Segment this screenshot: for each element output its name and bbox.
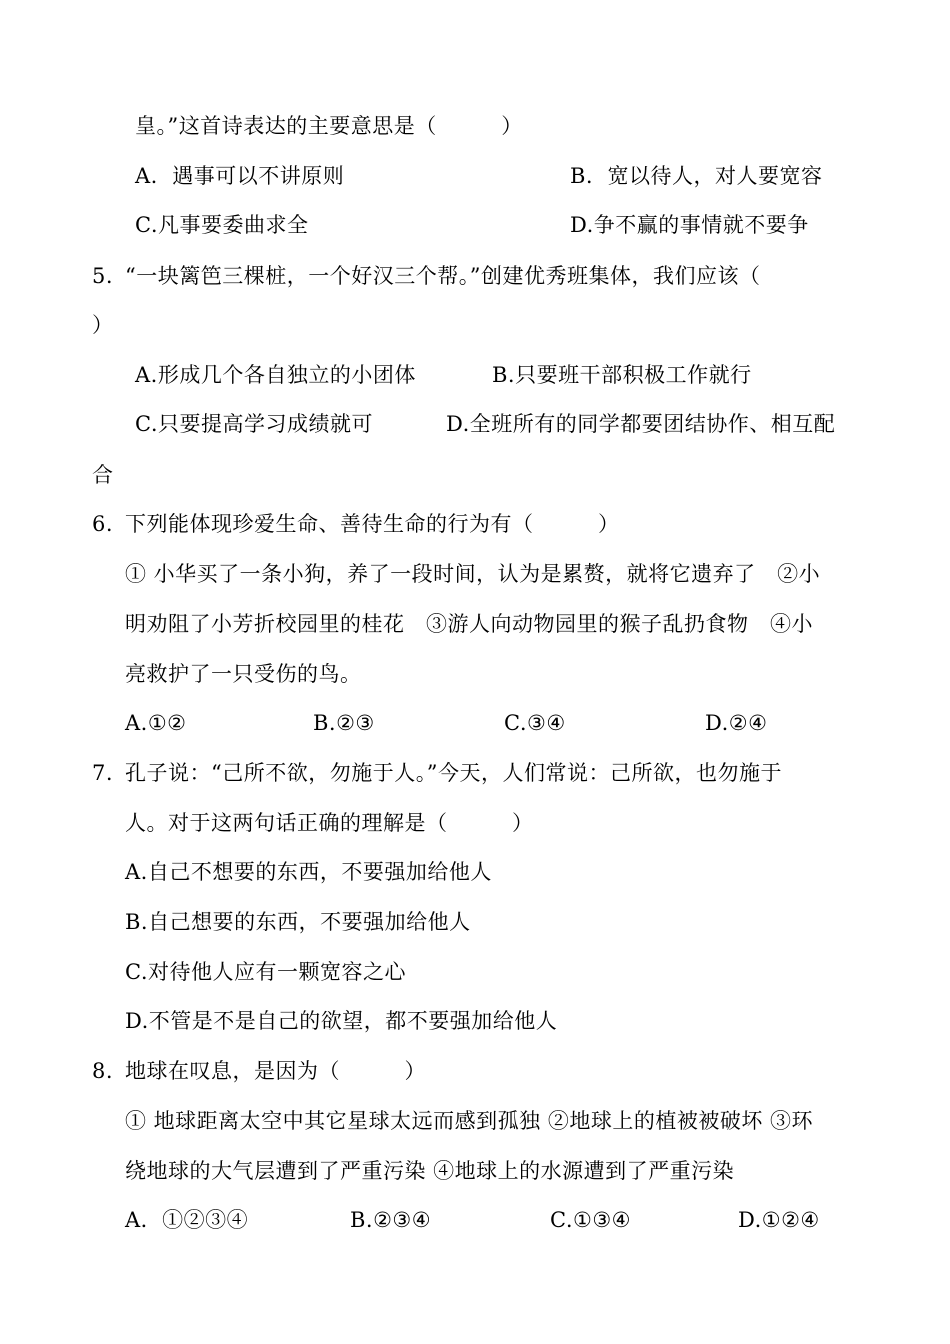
q7-option-c: C.对待他人应有一颗宽容之心 (125, 960, 406, 984)
q6-items-line-2: 明劝阻了小芳折校园里的桂花 ③游人向动物园里的猴子乱扔食物 ④小 (125, 612, 813, 636)
q7-option-d: D.不管是不是自己的欲望，都不要强加给他人 (125, 1009, 558, 1033)
q6-items-line-3: 亮救护了一只受伤的鸟。 (125, 662, 362, 686)
q5-option-d: D.全班所有的同学都要团结协作、相互配 (446, 412, 836, 436)
q4-option-c: C.凡事要委曲求全 (135, 213, 309, 237)
q8-option-d: D.①②④ (738, 1208, 820, 1232)
q7-option-b: B.自己想要的东西，不要强加给他人 (125, 910, 471, 934)
q4-option-a: A. 遇事可以不讲原则 (135, 164, 345, 188)
q5-stem-end: ） (92, 313, 114, 337)
q8-number: 8. (92, 1059, 114, 1083)
q5-number: 5. (92, 264, 114, 288)
q7-stem-line-2: 人。对于这两句话正确的理解是（ ） (125, 811, 534, 835)
q8-stem: 地球在叹息，是因为（ ） (125, 1059, 426, 1083)
q4-stem-tail: 皇。”这首诗表达的主要意思是（ ） (135, 114, 523, 138)
q8-items-line-2: 绕地球的大气层遭到了严重污染 ④地球上的水源遭到了严重污染 (125, 1159, 735, 1183)
q7-option-a: A.自己不想要的东西，不要强加给他人 (125, 860, 492, 884)
q6-items-line-1: ① 小华买了一条小狗，养了一段时间，认为是累赘，就将它遗弃了 ②小 (125, 562, 821, 586)
q8-option-a: A．①②③④ (125, 1208, 249, 1232)
q5-option-c: C.只要提高学习成绩就可 (135, 412, 373, 436)
q6-number: 6. (92, 512, 114, 536)
q8-items-line-1: ① 地球距离太空中其它星球太远而感到孤独 ②地球上的植被被破坏 ③环 (125, 1109, 814, 1133)
q5-stem: “一块篱笆三棵桩，一个好汉三个帮。”创建优秀班集体，我们应该（ (125, 264, 761, 288)
q8-option-b: B.②③④ (350, 1208, 432, 1232)
q5-option-b: B.只要班干部积极工作就行 (492, 363, 752, 387)
q6-stem: 下列能体现珍爱生命、善待生命的行为有（ ） (125, 512, 620, 536)
q6-option-a: A.①② (125, 711, 187, 735)
q4-option-b: B. 宽以待人，对人要宽容 (570, 164, 823, 188)
q7-number: 7. (92, 761, 114, 785)
q6-option-d: D.②④ (705, 711, 768, 735)
q7-stem-line-1: 孔子说：“己所不欲，勿施于人。”今天，人们常说：己所欲，也勿施于 (125, 761, 782, 785)
q8-option-c: C.①③④ (550, 1208, 631, 1232)
q6-option-c: C.③④ (504, 711, 566, 735)
q6-option-b: B.②③ (313, 711, 375, 735)
q5-option-d-end: 合 (92, 463, 114, 487)
q4-option-d: D.争不赢的事情就不要争 (570, 213, 809, 237)
q5-option-a: A.形成几个各自独立的小团体 (135, 363, 416, 387)
